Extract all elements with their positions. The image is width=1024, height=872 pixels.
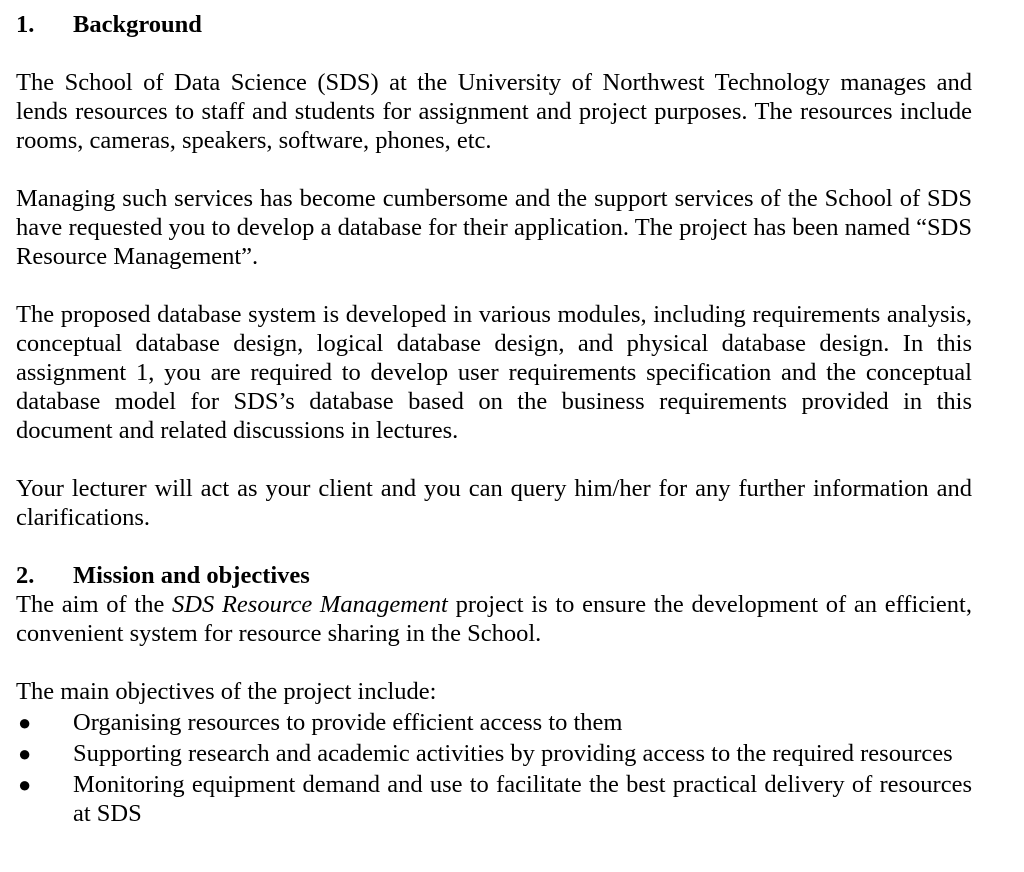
list-item [16, 770, 972, 828]
section-1-number: 1. [16, 11, 35, 38]
aim-text-after: project is to ensure the development of an efficient, convenient system for resource sharing in the School. [16, 591, 972, 647]
objective-text: Organising resources to provide efficient access to them [73, 709, 623, 736]
section-2-title: Mission and objectives [73, 562, 310, 589]
section-1-title: Background [73, 11, 202, 38]
list-item [16, 739, 972, 768]
section-2-heading [16, 561, 972, 590]
objective-text: Supporting research and academic activities by providing access to the required resources [73, 740, 953, 767]
section-2-number: 2. [16, 562, 35, 589]
aim-text-before: The aim of the [16, 591, 173, 618]
bullet-icon: ● [18, 710, 32, 735]
list-item [16, 708, 972, 737]
bullet-icon: ● [18, 772, 32, 797]
objectives-intro: The main objectives of the project include: [16, 678, 437, 705]
background-paragraph-3: The proposed database system is developed in various modules, including requirements analysis, conceptual database design, logical database design, and physical database design. In this assignment 1, you are required to develop user requirements specification and the conceptual database model for SDS’s database based on the business requirements provided in this document and related discussions in lectures. [16, 301, 972, 444]
background-paragraph-4: Your lecturer will act as your client and you can query him/her for any further information and clarifications. [16, 475, 972, 531]
bullet-icon: ● [18, 741, 32, 766]
objectives-list [16, 708, 972, 828]
aim-project-name: SDS Resource Management [172, 591, 448, 618]
objective-text: Monitoring equipment demand and use to facilitate the best practical delivery of resources at SDS [73, 771, 972, 827]
aim-paragraph [16, 590, 972, 648]
background-paragraph-1: The School of Data Science (SDS) at the University of Northwest Technology manages and lends resources to staff and students for assignment and project purposes. The resources include rooms, cameras, speakers, software, phones, etc. [16, 69, 972, 154]
section-1-heading [16, 10, 972, 39]
background-paragraph-2: Managing such services has become cumbersome and the support services of the School of SDS have requested you to develop a database for their application. The project has been named “SDS Resource Management”. [16, 185, 972, 270]
